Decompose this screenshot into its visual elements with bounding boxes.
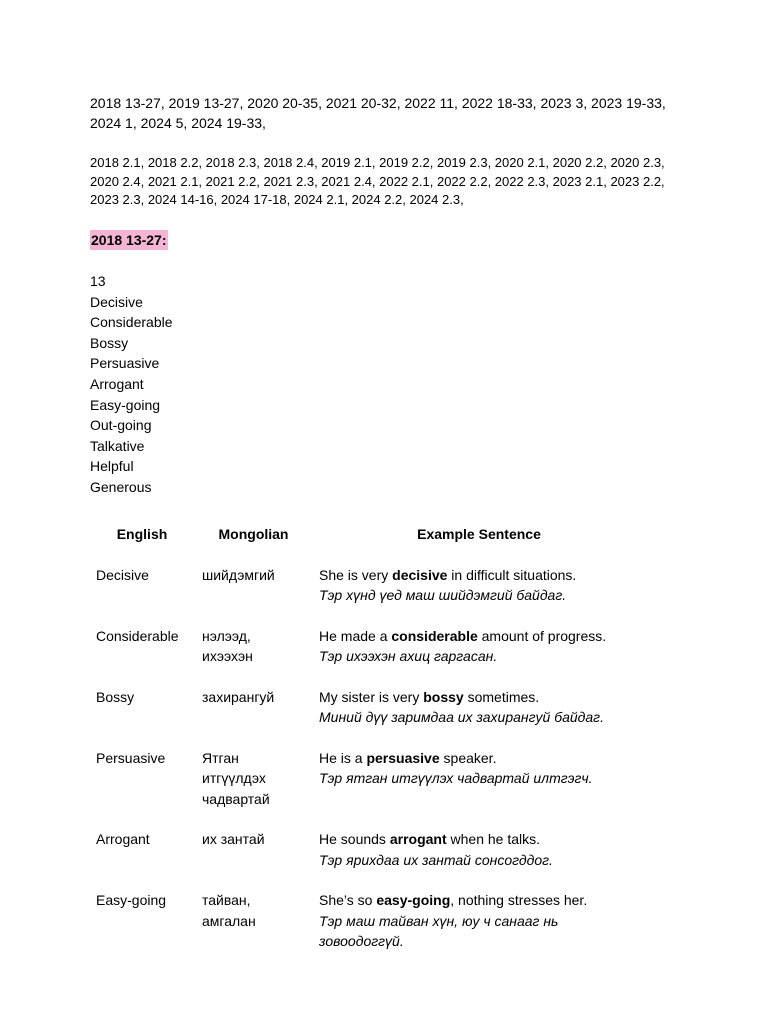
vocabulary-table xyxy=(89,520,646,972)
example-keyword: considerable xyxy=(391,627,478,644)
word-list-item: Persuasive xyxy=(90,355,160,372)
example-keyword: bossy xyxy=(423,688,464,705)
example-text: He made a xyxy=(319,627,392,644)
example-keyword: easy-going xyxy=(376,892,451,908)
example-text: sometimes. xyxy=(463,688,540,705)
header-mongolian: Mongolian xyxy=(218,526,289,542)
example-text: , nothing stresses her. xyxy=(450,892,588,908)
word-list xyxy=(90,271,173,498)
example-sentence xyxy=(312,687,646,748)
english-word: Easy-going xyxy=(96,892,167,908)
word-list-item: Generous xyxy=(90,478,152,495)
example-keyword: arrogant xyxy=(389,831,447,847)
example-english xyxy=(319,829,639,850)
exam-ranges-main: 2018 13-27, 2019 13-27, 2020 20-35, 2021 20-32, 2022 11, 2022 18-33, 2023 3, 2023 19-33, 2024 1, 2024 5, 2024 19-33, xyxy=(90,95,666,131)
example-sentence xyxy=(312,626,646,687)
example-english xyxy=(319,890,639,911)
mongolian-line: нэлээд, xyxy=(202,627,251,644)
example-text: She’s so xyxy=(319,892,377,908)
example-mongolian: Тэр хүнд үед маш шийдэмгий байдаг. xyxy=(319,587,567,603)
example-text: He sounds xyxy=(319,831,390,847)
mongolian-translation xyxy=(195,626,312,687)
example-english xyxy=(319,687,639,708)
word-list-item: Helpful xyxy=(90,458,134,475)
mongolian-translation xyxy=(195,748,312,830)
example-english xyxy=(319,748,639,769)
table-row xyxy=(89,687,646,748)
example-mongolian: Миний дүү заримдаа их захирангуй байдаг. xyxy=(319,709,604,725)
example-english xyxy=(319,626,639,647)
word-list-item: Talkative xyxy=(90,437,145,454)
header-english: English xyxy=(116,526,168,542)
example-text: My sister is very xyxy=(319,688,424,705)
word-list-item: Bossy xyxy=(90,334,129,351)
table-body xyxy=(89,565,646,972)
word-list-item: Out-going xyxy=(90,417,152,434)
mongolian-line: чадвартай xyxy=(202,790,270,807)
word-list-item: 13 xyxy=(90,273,106,289)
example-sentence xyxy=(312,748,646,830)
table-row xyxy=(89,565,646,626)
mongolian-translation xyxy=(195,829,312,890)
example-sentence xyxy=(312,565,646,626)
example-mongolian: Тэр ярихдаа их зантай сонсогддог. xyxy=(319,851,553,868)
example-mongolian: Тэр ихээхэн ахиц гаргасан. xyxy=(319,648,498,664)
mongolian-line: тайван, xyxy=(202,892,251,908)
example-mongolian: Тэр маш тайван хүн, юу ч санааг нь зовоодоггүй. xyxy=(319,912,559,949)
mongolian-line: шийдэмгий xyxy=(202,566,275,583)
mongolian-line: амгалан xyxy=(202,912,256,929)
mongolian-line: Ятган xyxy=(202,749,239,766)
example-text: in difficult situations. xyxy=(447,566,577,583)
mongolian-line: ихээхэн xyxy=(202,648,253,664)
example-text: amount of progress. xyxy=(477,627,607,644)
english-word: Considerable xyxy=(96,627,179,644)
mongolian-translation xyxy=(195,890,312,972)
word-list-item: Arrogant xyxy=(90,375,144,392)
section-heading: 2018 13-27: xyxy=(91,232,167,248)
english-word: Decisive xyxy=(96,566,149,583)
english-word: Arrogant xyxy=(96,831,150,847)
mongolian-translation xyxy=(195,687,312,748)
example-sentence xyxy=(312,829,646,890)
example-text: She is very xyxy=(319,566,393,583)
table-row xyxy=(89,829,646,890)
table-header-row xyxy=(89,520,646,565)
english-word: Bossy xyxy=(96,688,135,705)
example-text: speaker. xyxy=(439,749,497,766)
example-sentence xyxy=(312,890,646,972)
header-example-sentence: Example Sentence xyxy=(417,526,541,542)
mongolian-line: захирангуй xyxy=(202,688,275,705)
example-keyword: persuasive xyxy=(366,749,440,766)
example-text: He is a xyxy=(319,749,367,766)
table-row xyxy=(89,626,646,687)
mongolian-line: итгүүлдэх xyxy=(202,770,266,786)
word-list-item: Decisive xyxy=(90,293,143,310)
english-word: Persuasive xyxy=(96,749,166,766)
example-english xyxy=(319,565,639,586)
mongolian-translation xyxy=(195,565,312,626)
word-list-item: Easy-going xyxy=(90,396,161,413)
exam-ranges-sub: 2018 2.1, 2018 2.2, 2018 2.3, 2018 2.4, 2019 2.1, 2019 2.2, 2019 2.3, 2020 2.1, 2020 2.2, 2020 2.3, 2020 2.4, 2021 2.1, 2021 2.2, 2021 2.3, 2021 2.4, 2022 2.1, 2022 2.2, 2022 2.3, 2023 2.1, 2023 2.2, 2023 2.3, 2024 14-16, 2024 17-18, 2024 2.1, 2024 2.2, 2024 2.3, xyxy=(90,155,665,207)
example-text: when he talks. xyxy=(446,831,541,847)
table-row xyxy=(89,890,646,972)
word-list-item: Considerable xyxy=(90,314,173,331)
mongolian-line: их зантай xyxy=(202,831,265,847)
table-row xyxy=(89,748,646,830)
example-mongolian: Тэр ятган итгүүлэх чадвартай илтгэгч. xyxy=(319,770,593,786)
example-keyword: decisive xyxy=(392,566,448,583)
